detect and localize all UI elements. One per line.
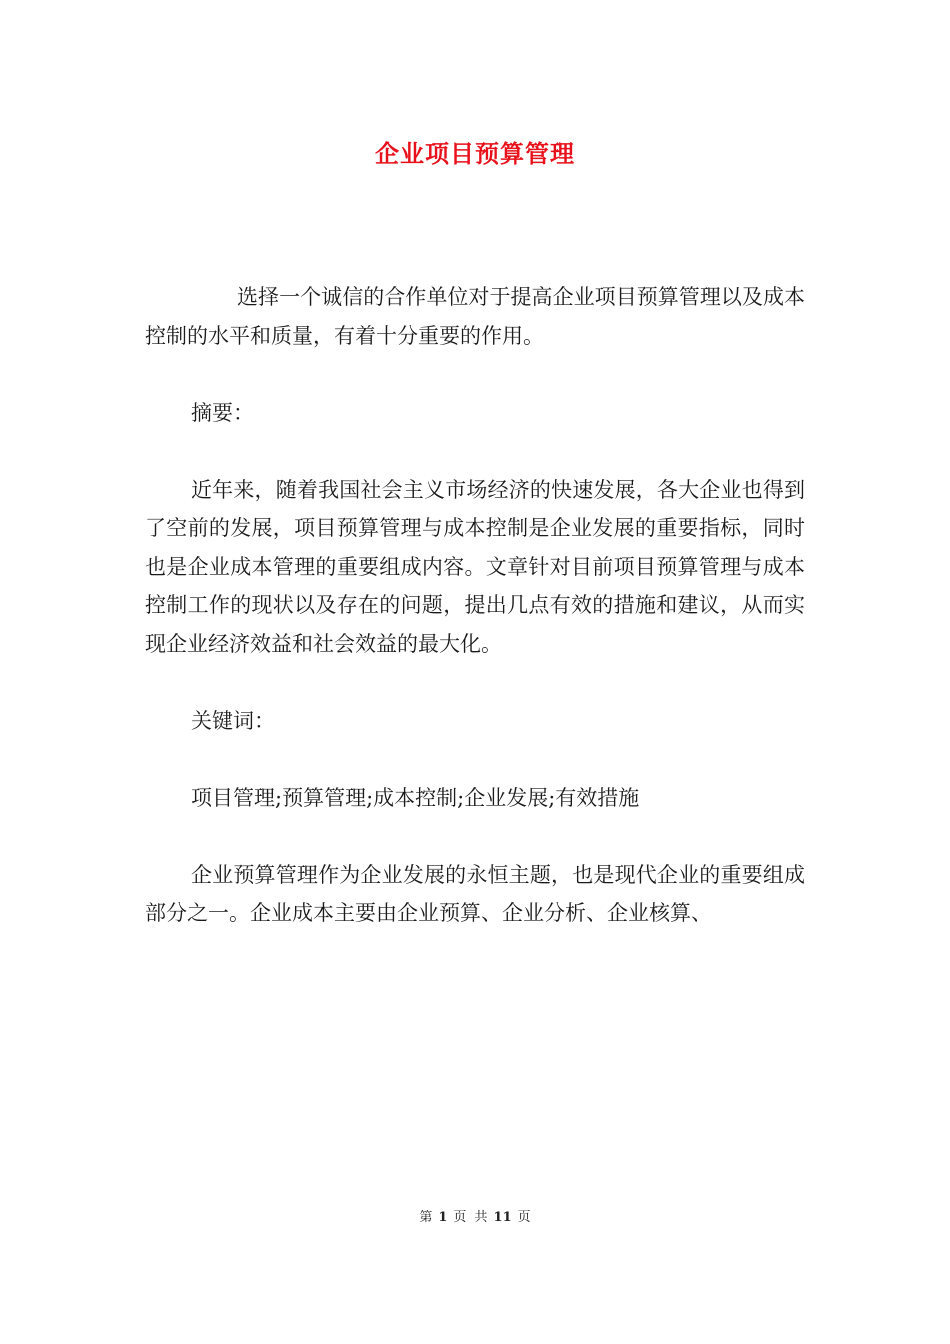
footer-suffix: 页 bbox=[517, 1210, 531, 1225]
paragraph-keywords-heading: 关键词： bbox=[191, 708, 275, 733]
footer-page-number: 1 bbox=[438, 1210, 448, 1225]
page-footer bbox=[0, 1209, 950, 1227]
paragraph-intro: 选择一个诚信的合作单位对于提高企业项目预算管理以及成本控制的水平和质量，有着十分重要的作用。 bbox=[145, 285, 805, 348]
footer-prefix: 第 bbox=[419, 1210, 433, 1225]
document-title: 企业项目预算管理 bbox=[375, 139, 575, 168]
footer-middle: 页 共 bbox=[453, 1210, 488, 1225]
paragraph-body: 企业预算管理作为企业发展的永恒主题，也是现代企业的重要组成部分之一。企业成本主要由企业预算、企业分析、企业核算、 bbox=[145, 862, 805, 925]
footer-total-pages: 11 bbox=[493, 1210, 512, 1225]
document-body bbox=[145, 278, 805, 971]
paragraph-abstract-heading: 摘要： bbox=[191, 400, 254, 425]
paragraph-keywords: 项目管理;预算管理;成本控制;企业发展;有效措施 bbox=[191, 785, 640, 810]
paragraph-abstract: 近年来，随着我国社会主义市场经济的快速发展，各大企业也得到了空前的发展，项目预算管理与成本控制是企业发展的重要指标，同时也是企业成本管理的重要组成内容。文章针对目前项目预算管理与成本控制工作的现状以及存在的问题，提出几点有效的措施和建议，从而实现企业经济效益和社会效益的最大化。 bbox=[145, 477, 805, 656]
